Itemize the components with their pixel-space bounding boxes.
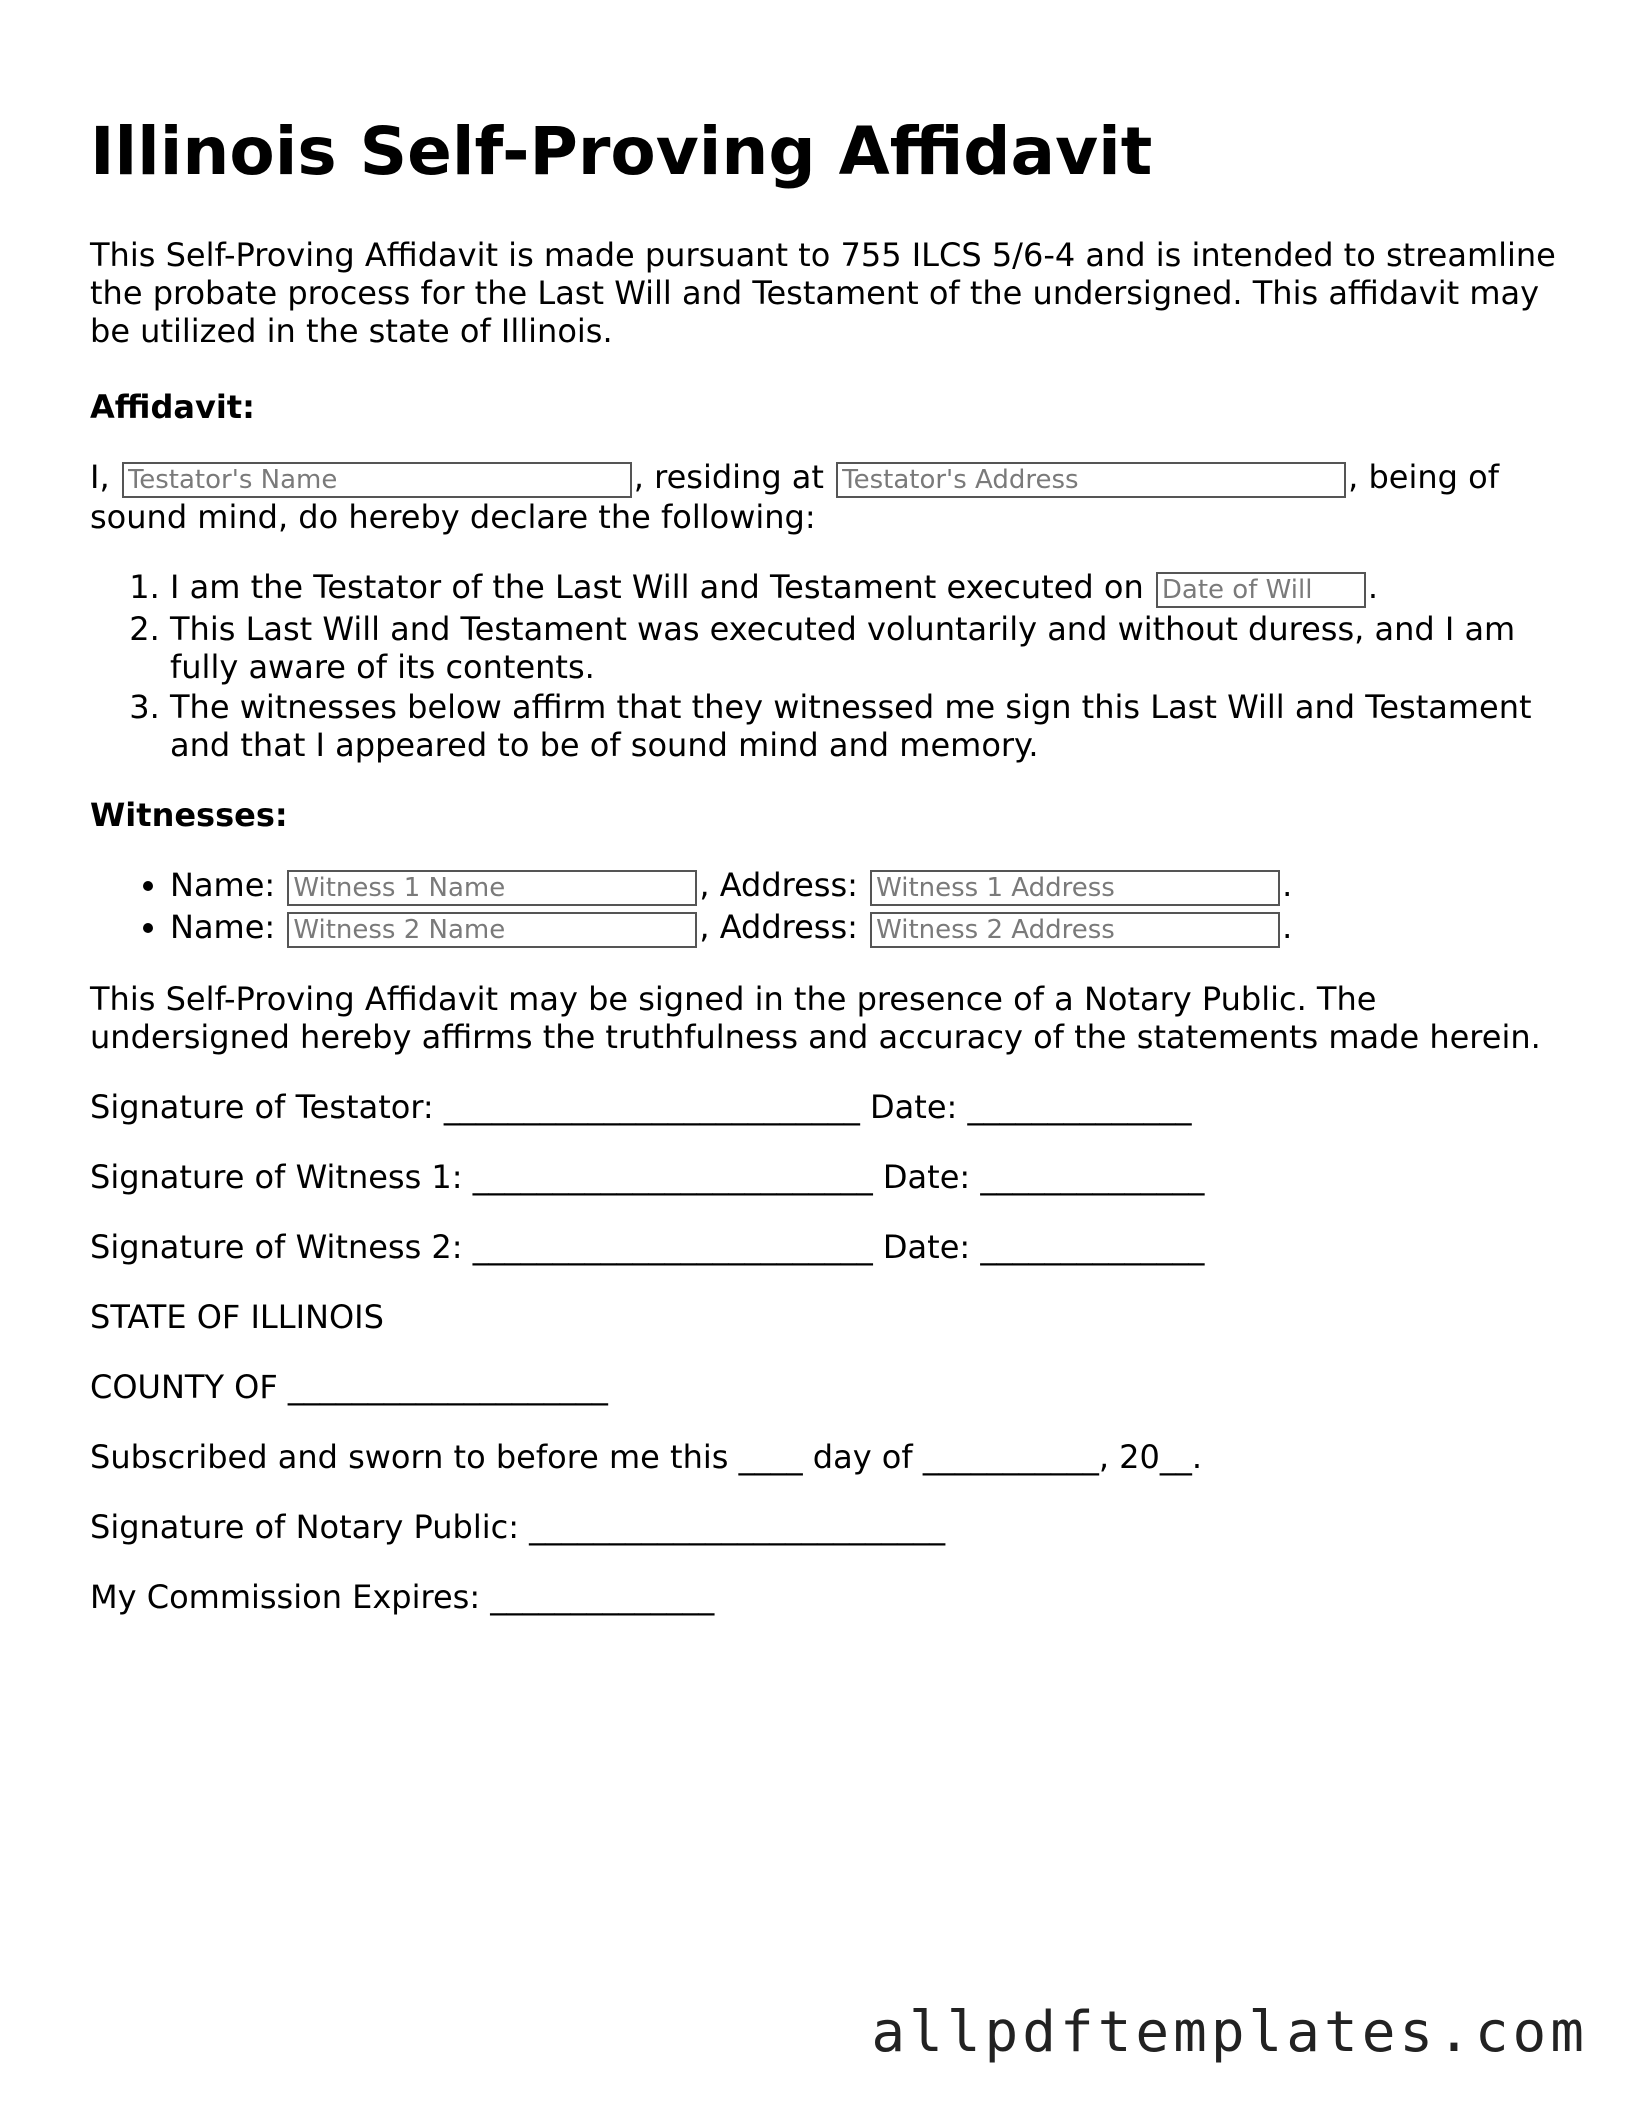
intro-paragraph: This Self-Proving Affidavit is made pursuant to 755 ILCS 5/6-4 and is intended to streamline the probate process for the Last Will and Testament of the undersigned. This affidavit may be utilized in the state of Illinois. — [90, 236, 1556, 350]
commission-line: My Commission Expires: ______________ — [90, 1578, 715, 1616]
witness-list — [90, 866, 1570, 948]
county-line: COUNTY OF ____________________ — [90, 1368, 608, 1406]
witness-1-signature-line: Signature of Witness 1: _________________________ Date: ______________ — [90, 1158, 1205, 1196]
testator-address-field[interactable] — [836, 462, 1346, 498]
closing-paragraph: This Self-Proving Affidavit may be signed in the presence of a Notary Public. The undersigned hereby affirms the truthfulness and accuracy of the statements made herein. — [90, 980, 1541, 1056]
witness-row-2 — [170, 908, 1570, 948]
item1-end: . — [1367, 568, 1379, 606]
document-page — [90, 112, 1570, 1648]
declaration-list — [90, 568, 1570, 764]
witnesses-heading: Witnesses: — [90, 796, 288, 834]
witness-1-address-field[interactable] — [870, 870, 1280, 906]
item1-text: I am the Testator of the Last Will and Testament executed on — [170, 568, 1144, 606]
will-date-field[interactable] — [1156, 572, 1366, 608]
list-item: 2. This Last Will and Testament was executed voluntarily and without duress, and I am fully aware of its contents. — [170, 610, 1570, 686]
declaration-paragraph — [90, 458, 1570, 536]
state-line: STATE OF ILLINOIS — [90, 1298, 384, 1336]
declaration-prefix: I, — [90, 458, 110, 496]
list-item: 3. The witnesses below affirm that they witnessed me sign this Last Will and Testament and that I appeared to be of sound mind and memory. — [170, 688, 1570, 764]
list-item — [170, 568, 1570, 608]
witness-name-label: Name: — [170, 866, 276, 904]
witness-address-label: , Address: — [699, 908, 858, 946]
witness-row-end: . — [1282, 866, 1293, 904]
testator-signature-line: Signature of Testator: __________________________ Date: ______________ — [90, 1088, 1192, 1126]
witness-address-label: , Address: — [699, 866, 858, 904]
affidavit-heading: Affidavit: — [90, 388, 255, 426]
witness-1-name-field[interactable] — [287, 870, 697, 906]
watermark: allpdftemplates.com — [871, 2000, 1588, 2065]
sworn-line: Subscribed and sworn to before me this ____ day of ___________, 20__. — [90, 1438, 1203, 1476]
witness-2-name-field[interactable] — [287, 912, 697, 948]
witness-row-end: . — [1282, 908, 1293, 946]
witness-name-label: Name: — [170, 908, 276, 946]
residing-text: , residing at — [633, 458, 824, 496]
declaration-suffix: , being of sound mind, do hereby declare the following: — [90, 458, 1499, 536]
witness-2-signature-line: Signature of Witness 2: _________________________ Date: ______________ — [90, 1228, 1205, 1266]
notary-signature-line: Signature of Notary Public: __________________________ — [90, 1508, 946, 1546]
testator-name-field[interactable] — [122, 462, 632, 498]
witness-row-1 — [170, 866, 1570, 906]
page-title: Illinois Self-Proving Affidavit — [90, 113, 1153, 190]
witness-2-address-field[interactable] — [870, 912, 1280, 948]
